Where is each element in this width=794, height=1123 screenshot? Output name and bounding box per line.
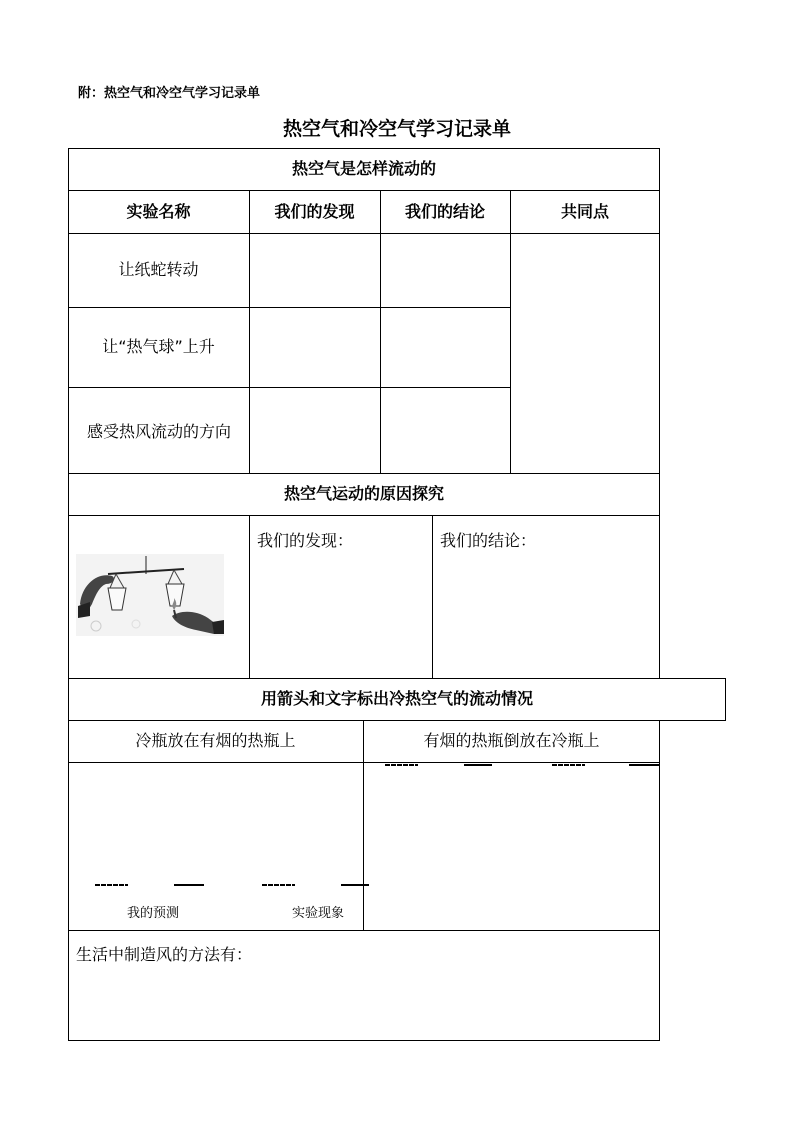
conclusion-label: 我们的结论： [440, 531, 537, 550]
right-blank-line-4 [629, 764, 659, 766]
column-header-common: 共同点 [560, 201, 609, 221]
cold-bottle-on-hot-label: 冷瓶放在有烟的热瓶上 [135, 731, 296, 750]
finding-label: 我们的发现： [257, 531, 354, 550]
column-header-experiment: 实验名称 [126, 201, 191, 221]
column-header-conclusion: 我们的结论 [404, 201, 485, 221]
prediction-label: 我的预测 [127, 906, 180, 921]
column-header-finding: 我们的发现 [274, 201, 355, 221]
observation-blank-line [262, 884, 295, 886]
experiment-hot-wind-direction: 感受热风流动的方向 [86, 422, 231, 441]
section-header-hot-air-flow: 热空气是怎样流动的 [291, 159, 436, 178]
page-title: 热空气和冷空气学习记录单 [282, 118, 511, 140]
observation-blank-line-2 [341, 884, 369, 886]
section-header-flow-diagram: 用箭头和文字标出冷热空气的流动情况 [260, 689, 533, 708]
right-blank-line-1 [385, 764, 418, 766]
prediction-blank-line-2 [174, 884, 204, 886]
experiment-illustration [76, 554, 224, 636]
balance-cups-icon [76, 554, 224, 636]
observation-label: 实验现象 [292, 906, 345, 921]
right-blank-line-3 [552, 764, 585, 766]
experiment-hot-air-balloon: 让“热气球”上升 [102, 337, 215, 356]
appendix-label: 附：热空气和冷空气学习记录单 [78, 86, 261, 101]
experiment-paper-snake: 让纸蛇转动 [118, 260, 199, 279]
wind-methods-label: 生活中制造风的方法有： [76, 945, 253, 964]
section-header-cause: 热空气运动的原因探究 [283, 484, 444, 503]
right-blank-line-2 [464, 764, 492, 766]
hot-bottle-on-cold-label: 有烟的热瓶倒放在冷瓶上 [423, 731, 600, 750]
prediction-blank-line [95, 884, 128, 886]
